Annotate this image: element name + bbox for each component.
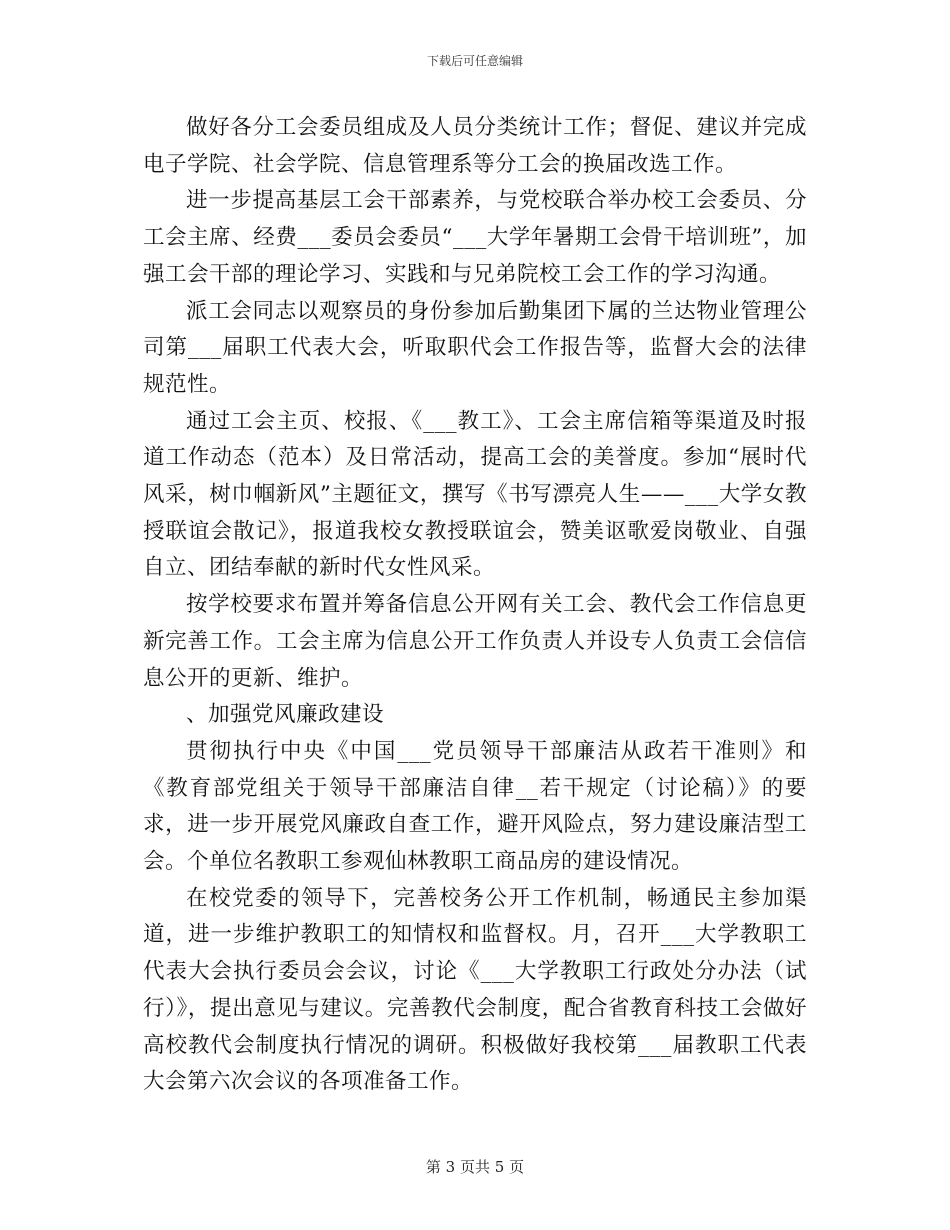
page-footer: 第 3 页共 5 页 xyxy=(425,1158,525,1176)
section-heading: 、加强党风廉政建设 xyxy=(186,702,385,728)
paragraph-1: 做好各分工会委员组成及人员分类统计工作；督促、建议并完成电子学院、社会学院、信息管理系等分工会的换届改选工作。 xyxy=(143,115,807,177)
paragraph-6: 贯彻执行中央《中国___党员领导干部廉洁从政若干准则》和《教育部党组关于领导干部廉洁自律__若干规定（讨论稿）》的要求，进一步开展党风廉政自查工作，避开风险点，努力建设廉洁型工会。个单位名教职工参观仙林教职工商品房的建设情况。 xyxy=(143,738,807,875)
paragraph-7: 在校党委的领导下，完善校务公开工作机制，畅通民主参加渠道，进一步维护教职工的知情权和监督权。月，召开___大学教职工代表大会执行委员会会议，讨论《___大学教职工行政处分办法（试行）》，提出意见与建议。完善教代会制度，配合省教育科技工会做好高校教代会制度执行情况的调研。积极做好我校第___届教职工代表大会第六次会议的各项准备工作。 xyxy=(143,885,807,1095)
paragraph-3: 派工会同志以观察员的身份参加后勤集团下属的兰达物业管理公司第___届职工代表大会，听取职代会工作报告等，监督大会的法律规范性。 xyxy=(143,298,807,397)
paragraph-5: 按学校要求布置并筹备信息公开网有关工会、教代会工作信息更新完善工作。工会主席为信息公开工作负责人并设专人负责工会信信息公开的更新、维护。 xyxy=(143,592,807,691)
document-body xyxy=(143,110,807,1101)
page-header: 下载后可任意编辑 xyxy=(426,54,523,68)
paragraph-4: 通过工会主页、校报、《___教工》、工会主席信箱等渠道及时报道工作动态（范本）及日常活动，提高工会的美誉度。参加“展时代风采，树巾帼新风”主题征文，撰写《书写漂亮人生——___大学女教授联谊会散记》，报道我校女教授联谊会，赞美讴歌爱岗敬业、自强自立、团结奉献的新时代女性风采。 xyxy=(143,408,807,581)
paragraph-2: 进一步提高基层工会干部素养，与党校联合举办校工会委员、分工会主席、经费___委员会委员“___大学年暑期工会骨干培训班”，加强工会干部的理论学习、实践和与兄弟院校工会工作的学习沟通。 xyxy=(143,188,807,287)
